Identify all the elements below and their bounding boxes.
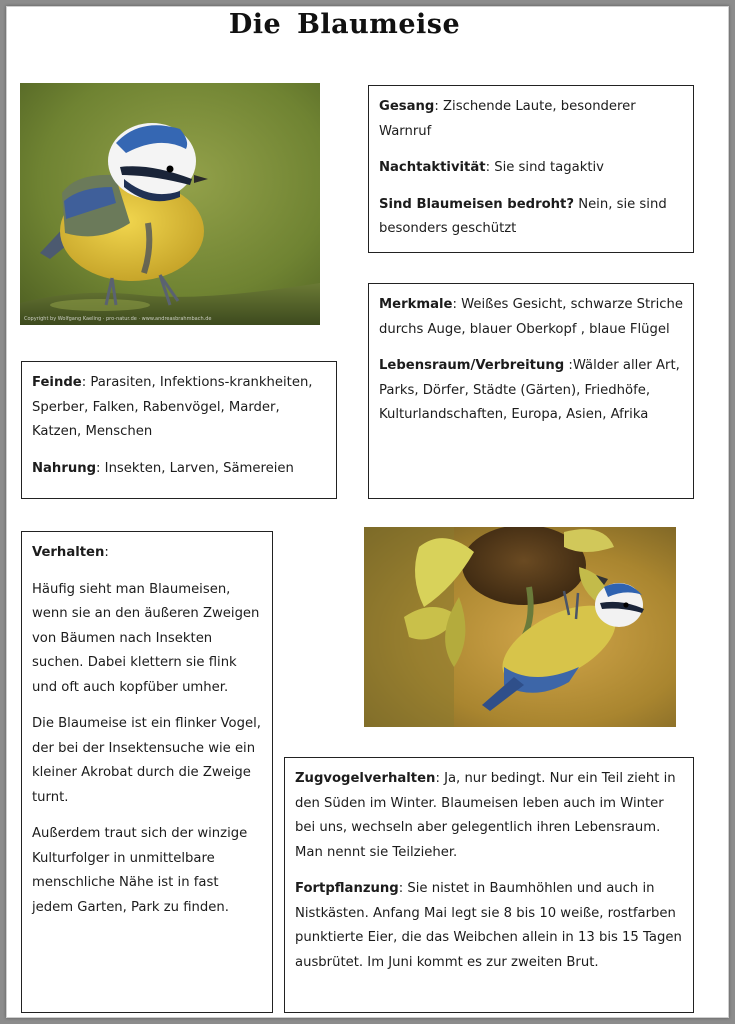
zugvogel-text: : Ja, nur bedingt. Nur ein Teil zieht in den Süden im Winter. Blaumeisen leben auch im Winter bei uns, wechseln aber gelegentlich ihren Lebensraum. Man nennt sie Teilzieher. [295,771,676,860]
photo-blue-tit-perched [20,83,320,325]
merkmale-paragraph [379,293,683,342]
merkmale-text: : Weißes Gesicht, schwarze Striche durchs Auge, blauer Oberkopf , blaue Flügel [379,297,683,337]
box-gesang [368,85,694,253]
nacht-label: Nachtaktivität [379,160,486,175]
page-title: Die Blaumeise [228,9,461,40]
fortpflanzung-text: : Sie nistet in Baumhöhlen und auch in Nistkästen. Anfang Mai legt sie 8 bis 10 weiße, rostfarben punktierte Eier, die das Weibchen allein in 13 bis 15 Tagen ausbrütet. Im Juni kommt es zur zweiten Brut. [295,881,682,970]
merkmale-label: Merkmale [379,297,453,312]
box-merkmale [368,283,694,499]
gesang-label: Gesang [379,99,435,114]
nahrung-paragraph [32,457,326,482]
photo-blue-tit-sunflower [364,527,676,727]
lebensraum-text: :Wälder aller Art, Parks, Dörfer, Städte (Gärten), Friedhöfe, Kulturlandschaften, Europa, Asien, Afrika [379,358,680,422]
verhalten-colon: : [104,545,109,560]
nahrung-text: : Insekten, Larven, Sämereien [96,460,294,476]
feinde-label: Feinde [32,375,82,390]
gesang-paragraph [379,95,683,144]
verhalten-heading [32,541,262,566]
fortpflanzung-label: Fortpflanzung [295,881,399,896]
bedroht-label: Sind Blaumeisen bedroht? [379,196,575,212]
verhalten-paragraph-2: Die Blaumeise ist ein flinker Vogel, der bei der Insektensuche wie ein kleiner Akrobat durch die Zweige turnt. [32,716,261,805]
nacht-text: : Sie sind tagaktiv [485,160,604,175]
blue-tit-perched-image [20,83,320,325]
lebensraum-paragraph [379,354,683,428]
zugvogel-label: Zugvogelverhalten [295,771,436,786]
box-verhalten [21,531,273,1013]
feinde-text: : Parasiten, Infektions-krankheiten, Sperber, Falken, Rabenvögel, Marder, Katzen, Menschen [32,375,313,439]
bedroht-text: Nein, sie sind besonders geschützt [379,196,667,236]
gesang-text: : Zischende Laute, besonderer Warnruf [379,99,636,139]
bedroht-paragraph [379,193,683,242]
box-feinde [21,361,337,499]
lebensraum-label: Lebensraum/Verbreitung [379,358,565,373]
zugvogel-paragraph [295,767,683,865]
photo-credit: Copyright by Wolfgang Kaeling · pro-natur.de · www.andreasbrahmbach.de [24,316,212,322]
box-zugvogel [284,757,694,1013]
fortpflanzung-paragraph [295,877,683,975]
verhalten-label: Verhalten [32,545,105,560]
verhalten-paragraph-1: Häufig sieht man Blaumeisen, wenn sie an den äußeren Zweigen von Bäumen nach Insekten suchen. Dabei klettern sie flink und oft auch kopfüber umher. [32,581,260,695]
blue-tit-sunflower-image [364,527,676,727]
document-page [6,6,729,1018]
feinde-paragraph [32,371,326,445]
nacht-paragraph [379,156,683,181]
verhalten-paragraph-3: Außerdem traut sich der winzige Kulturfolger in unmittelbare menschliche Nähe ist in fast jedem Garten, Park zu finden. [32,826,248,915]
nahrung-label: Nahrung [32,460,97,476]
